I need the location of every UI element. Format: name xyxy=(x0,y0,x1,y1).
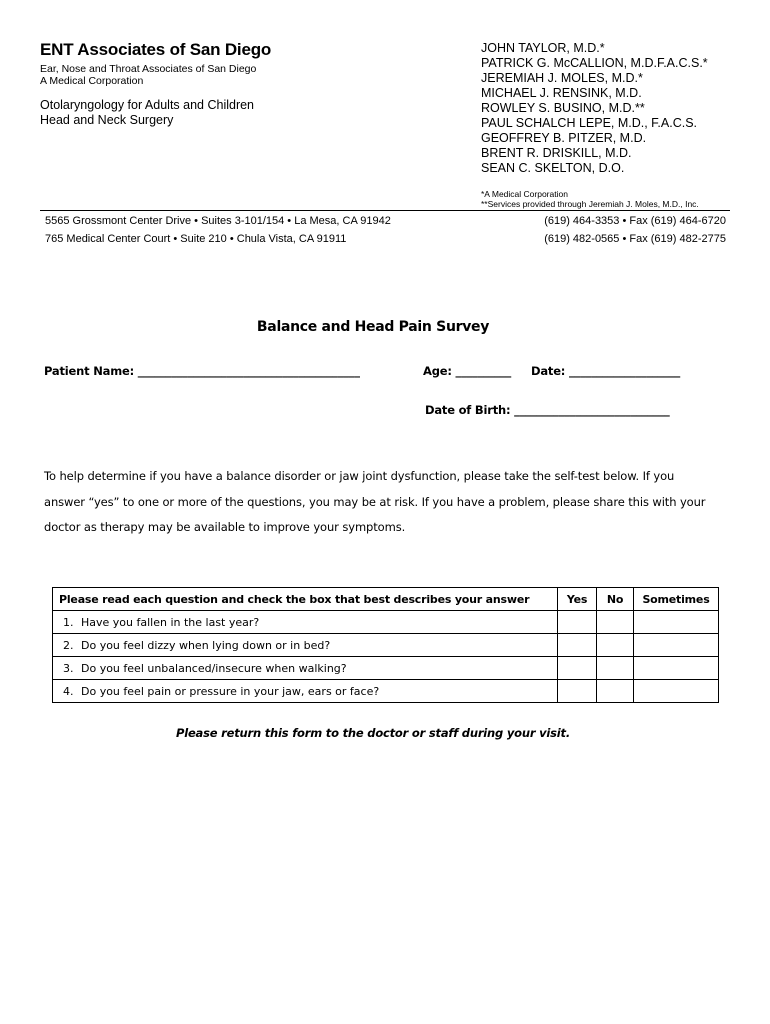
table-row xyxy=(53,657,719,680)
answer-yes-box[interactable] xyxy=(558,634,597,657)
answer-no-box[interactable] xyxy=(597,611,634,634)
column-header-no: No xyxy=(597,588,634,611)
question-number: 2. xyxy=(63,638,74,652)
table-row xyxy=(53,680,719,703)
survey-table xyxy=(52,587,719,703)
column-header-question: Please read each question and check the box that best describes your answer xyxy=(53,588,558,611)
footnote: **Services provided through Jeremiah J. Moles, M.D., Inc. xyxy=(481,199,699,209)
practice-corporation: A Medical Corporation xyxy=(40,75,144,87)
question-cell xyxy=(53,680,558,703)
address-la-mesa: 5565 Grossmont Center Drive • Suites 3-101/154 • La Mesa, CA 91942 xyxy=(45,215,391,227)
table-row xyxy=(53,611,719,634)
footnote: *A Medical Corporation xyxy=(481,189,568,199)
intro-text: answer “yes” to one or more of the questions, you may be at risk. If you have a problem, please share this with your xyxy=(44,495,706,509)
question-text: Do you feel unbalanced/insecure when walking? xyxy=(81,661,347,675)
physician-name: ROWLEY S. BUSINO, M.D.** xyxy=(481,101,645,115)
table-row xyxy=(53,634,719,657)
answer-sometimes-box[interactable] xyxy=(634,657,719,680)
physician-name: MICHAEL J. RENSINK, M.D. xyxy=(481,86,642,100)
question-text: Have you fallen in the last year? xyxy=(81,615,260,629)
answer-yes-box[interactable] xyxy=(558,657,597,680)
answer-sometimes-box[interactable] xyxy=(634,634,719,657)
physician-name: PATRICK G. McCALLION, M.D.F.A.C.S.* xyxy=(481,56,708,70)
letterhead-divider xyxy=(40,210,730,211)
physician-name: SEAN C. SKELTON, D.O. xyxy=(481,161,625,175)
practice-name: ENT Associates of San Diego xyxy=(40,40,272,59)
physician-name: JOHN TAYLOR, M.D.* xyxy=(481,41,605,55)
answer-no-box[interactable] xyxy=(597,657,634,680)
answer-no-box[interactable] xyxy=(597,634,634,657)
table-header-row xyxy=(53,588,719,611)
form-title: Balance and Head Pain Survey xyxy=(256,319,490,335)
physician-list xyxy=(481,41,708,176)
physician-name: BRENT R. DRISKILL, M.D. xyxy=(481,146,632,160)
date-of-birth-field[interactable]: Date of Birth: ____________________________ xyxy=(425,403,670,417)
answer-yes-box[interactable] xyxy=(558,611,597,634)
question-cell xyxy=(53,657,558,680)
question-number: 4. xyxy=(63,684,74,698)
column-header-yes: Yes xyxy=(558,588,597,611)
phone-la-mesa: (619) 464-3353 • Fax (619) 464-6720 xyxy=(544,215,726,227)
return-instructions: Please return this form to the doctor or staff during your visit. xyxy=(175,726,571,740)
physician-name: PAUL SCHALCH LEPE, M.D., F.A.C.S. xyxy=(481,116,698,130)
specialty-line: Otolaryngology for Adults and Children xyxy=(40,98,255,112)
intro-text: doctor as therapy may be available to improve your symptoms. xyxy=(44,520,406,534)
question-number: 3. xyxy=(63,661,74,675)
patient-name-field[interactable]: Patient Name: ________________________________________ xyxy=(44,364,360,378)
answer-sometimes-box[interactable] xyxy=(634,611,719,634)
practice-subtitle: Ear, Nose and Throat Associates of San Diego xyxy=(40,63,257,75)
question-cell xyxy=(53,611,558,634)
question-cell xyxy=(53,634,558,657)
address-chula-vista: 765 Medical Center Court • Suite 210 • Chula Vista, CA 91911 xyxy=(45,233,347,245)
column-header-sometimes: Sometimes xyxy=(634,588,719,611)
phone-chula-vista: (619) 482-0565 • Fax (619) 482-2775 xyxy=(544,233,726,245)
physician-name: JEREMIAH J. MOLES, M.D.* xyxy=(481,71,643,85)
question-text: Do you feel pain or pressure in your jaw, ears or face? xyxy=(81,684,380,698)
answer-no-box[interactable] xyxy=(597,680,634,703)
answer-yes-box[interactable] xyxy=(558,680,597,703)
question-number: 1. xyxy=(63,615,74,629)
answer-sometimes-box[interactable] xyxy=(634,680,719,703)
physician-name: GEOFFREY B. PITZER, M.D. xyxy=(481,131,647,145)
intro-text: To help determine if you have a balance disorder or jaw joint dysfunction, please take the self-test below. If you xyxy=(44,469,675,483)
date-field[interactable]: Date: ____________________ xyxy=(531,364,681,378)
specialty-line: Head and Neck Surgery xyxy=(40,113,174,127)
question-text: Do you feel dizzy when lying down or in bed? xyxy=(81,638,331,652)
age-field[interactable]: Age: __________ xyxy=(423,364,512,378)
